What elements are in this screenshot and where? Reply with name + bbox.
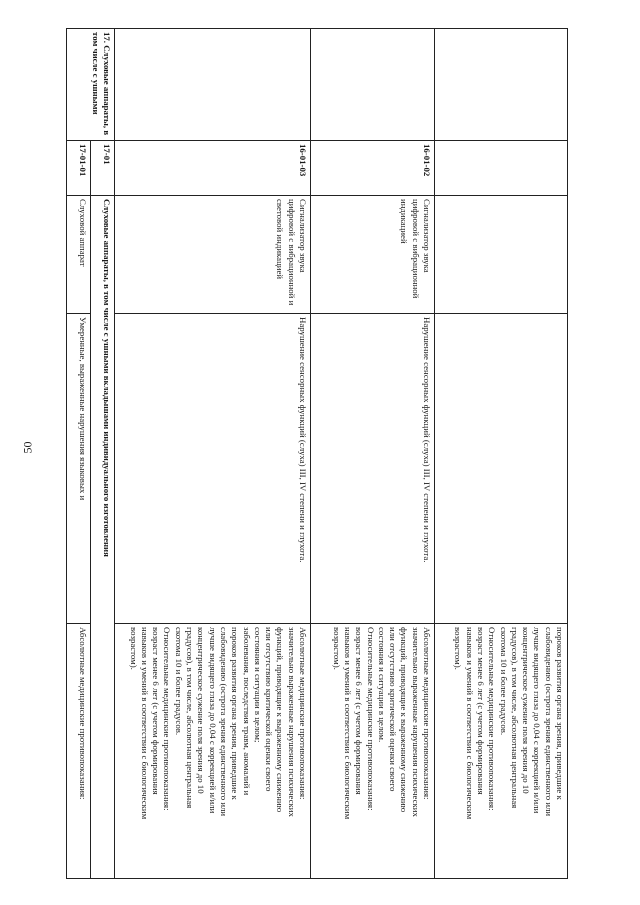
code-cell: 17-01-01 [67,141,91,196]
page-number: 50 [20,441,35,454]
device-name-cell: Слуховой аппарат [67,196,91,314]
code-cell: 16-01-02 [311,141,435,196]
table-row [311,29,435,879]
indications-cell: Нарушение сенсорных функций (слуха) III, IV степени и глухота. [311,314,435,624]
section-cell: 17. Слуховые аппараты, в том числе с ушными [67,29,115,141]
table-row [115,29,311,879]
contraindications-cell: Абсолютные медицинские противопоказания: значительно выраженные нарушения психических функций, приводящие к выраженному снижению или отсутствию критической оценки своего состояния и ситуации в целом; заболевания, последствия травм, аномалий и пороков развития органа зрения, приведшие к слабовидению (острота зрения единственного или лучше видящего глаза до 0,04 с коррекцией и/или концентрическое сужение поля зрения до 10 градусов), в том числе, абсолютная центральная скотома 10 и более градусов. Относительные медицинские противопоказания: возраст менее 6 лет (с учетом формирования навыков и умений в соответствии с биологическим возрастом). [115,624,311,879]
indications-cell: Умеренные, выраженные нарушения языковых и [67,314,91,624]
device-name-cell: Сигнализатор звука цифровой с вибрационной и световой индикацией [115,196,311,314]
table-row [91,29,115,879]
rotated-table-wrapper [63,28,568,878]
contraindications-cell: Абсолютные медицинские противопоказания: значительно выраженные нарушения психических функций, приводящие к выраженному снижению или отсутствию критической оценки своего состояния и ситуации в целом. Относительные медицинские противопоказания: возраст менее 6 лет (с учетом формирования навыков и умений в соответствии с биологическим возрастом). [311,624,435,879]
contraindications-cell: Абсолютные медицинские противопоказания: [67,624,91,879]
section-cell [435,29,568,141]
code-cell: 17-01 [91,141,115,196]
code-cell: 16-01-03 [115,141,311,196]
section-cell [311,29,435,141]
indications-cell [435,314,568,624]
table-row [67,29,91,879]
device-name-cell [435,196,568,314]
group-header-cell: Слуховые аппараты, в том числе с ушными вкладышами индивидуального изготовления [91,196,115,879]
device-name-cell: Сигнализатор звука цифровой с вибрационной индикацией [311,196,435,314]
table-row [435,29,568,879]
indications-cell: Нарушение сенсорных функций (слуха) III, IV степени и глухота. [115,314,311,624]
contraindications-cell: пороков развития органа зрения, приведшие к слабовидению (острота зрения единственного или лучше видящего глаза до 0,04 с коррекцией и/или концентрическое сужение поля зрения до 10 градусов), в том числе, абсолютная центральная скотома 10 и более градусов. Относительные медицинские противопоказания: возраст менее 6 лет (с учетом формирования навыков и умений в соответствии с биологическим возрастом). [435,624,568,879]
code-cell [435,141,568,196]
section-cell [115,29,311,141]
medical-devices-table [66,28,568,879]
